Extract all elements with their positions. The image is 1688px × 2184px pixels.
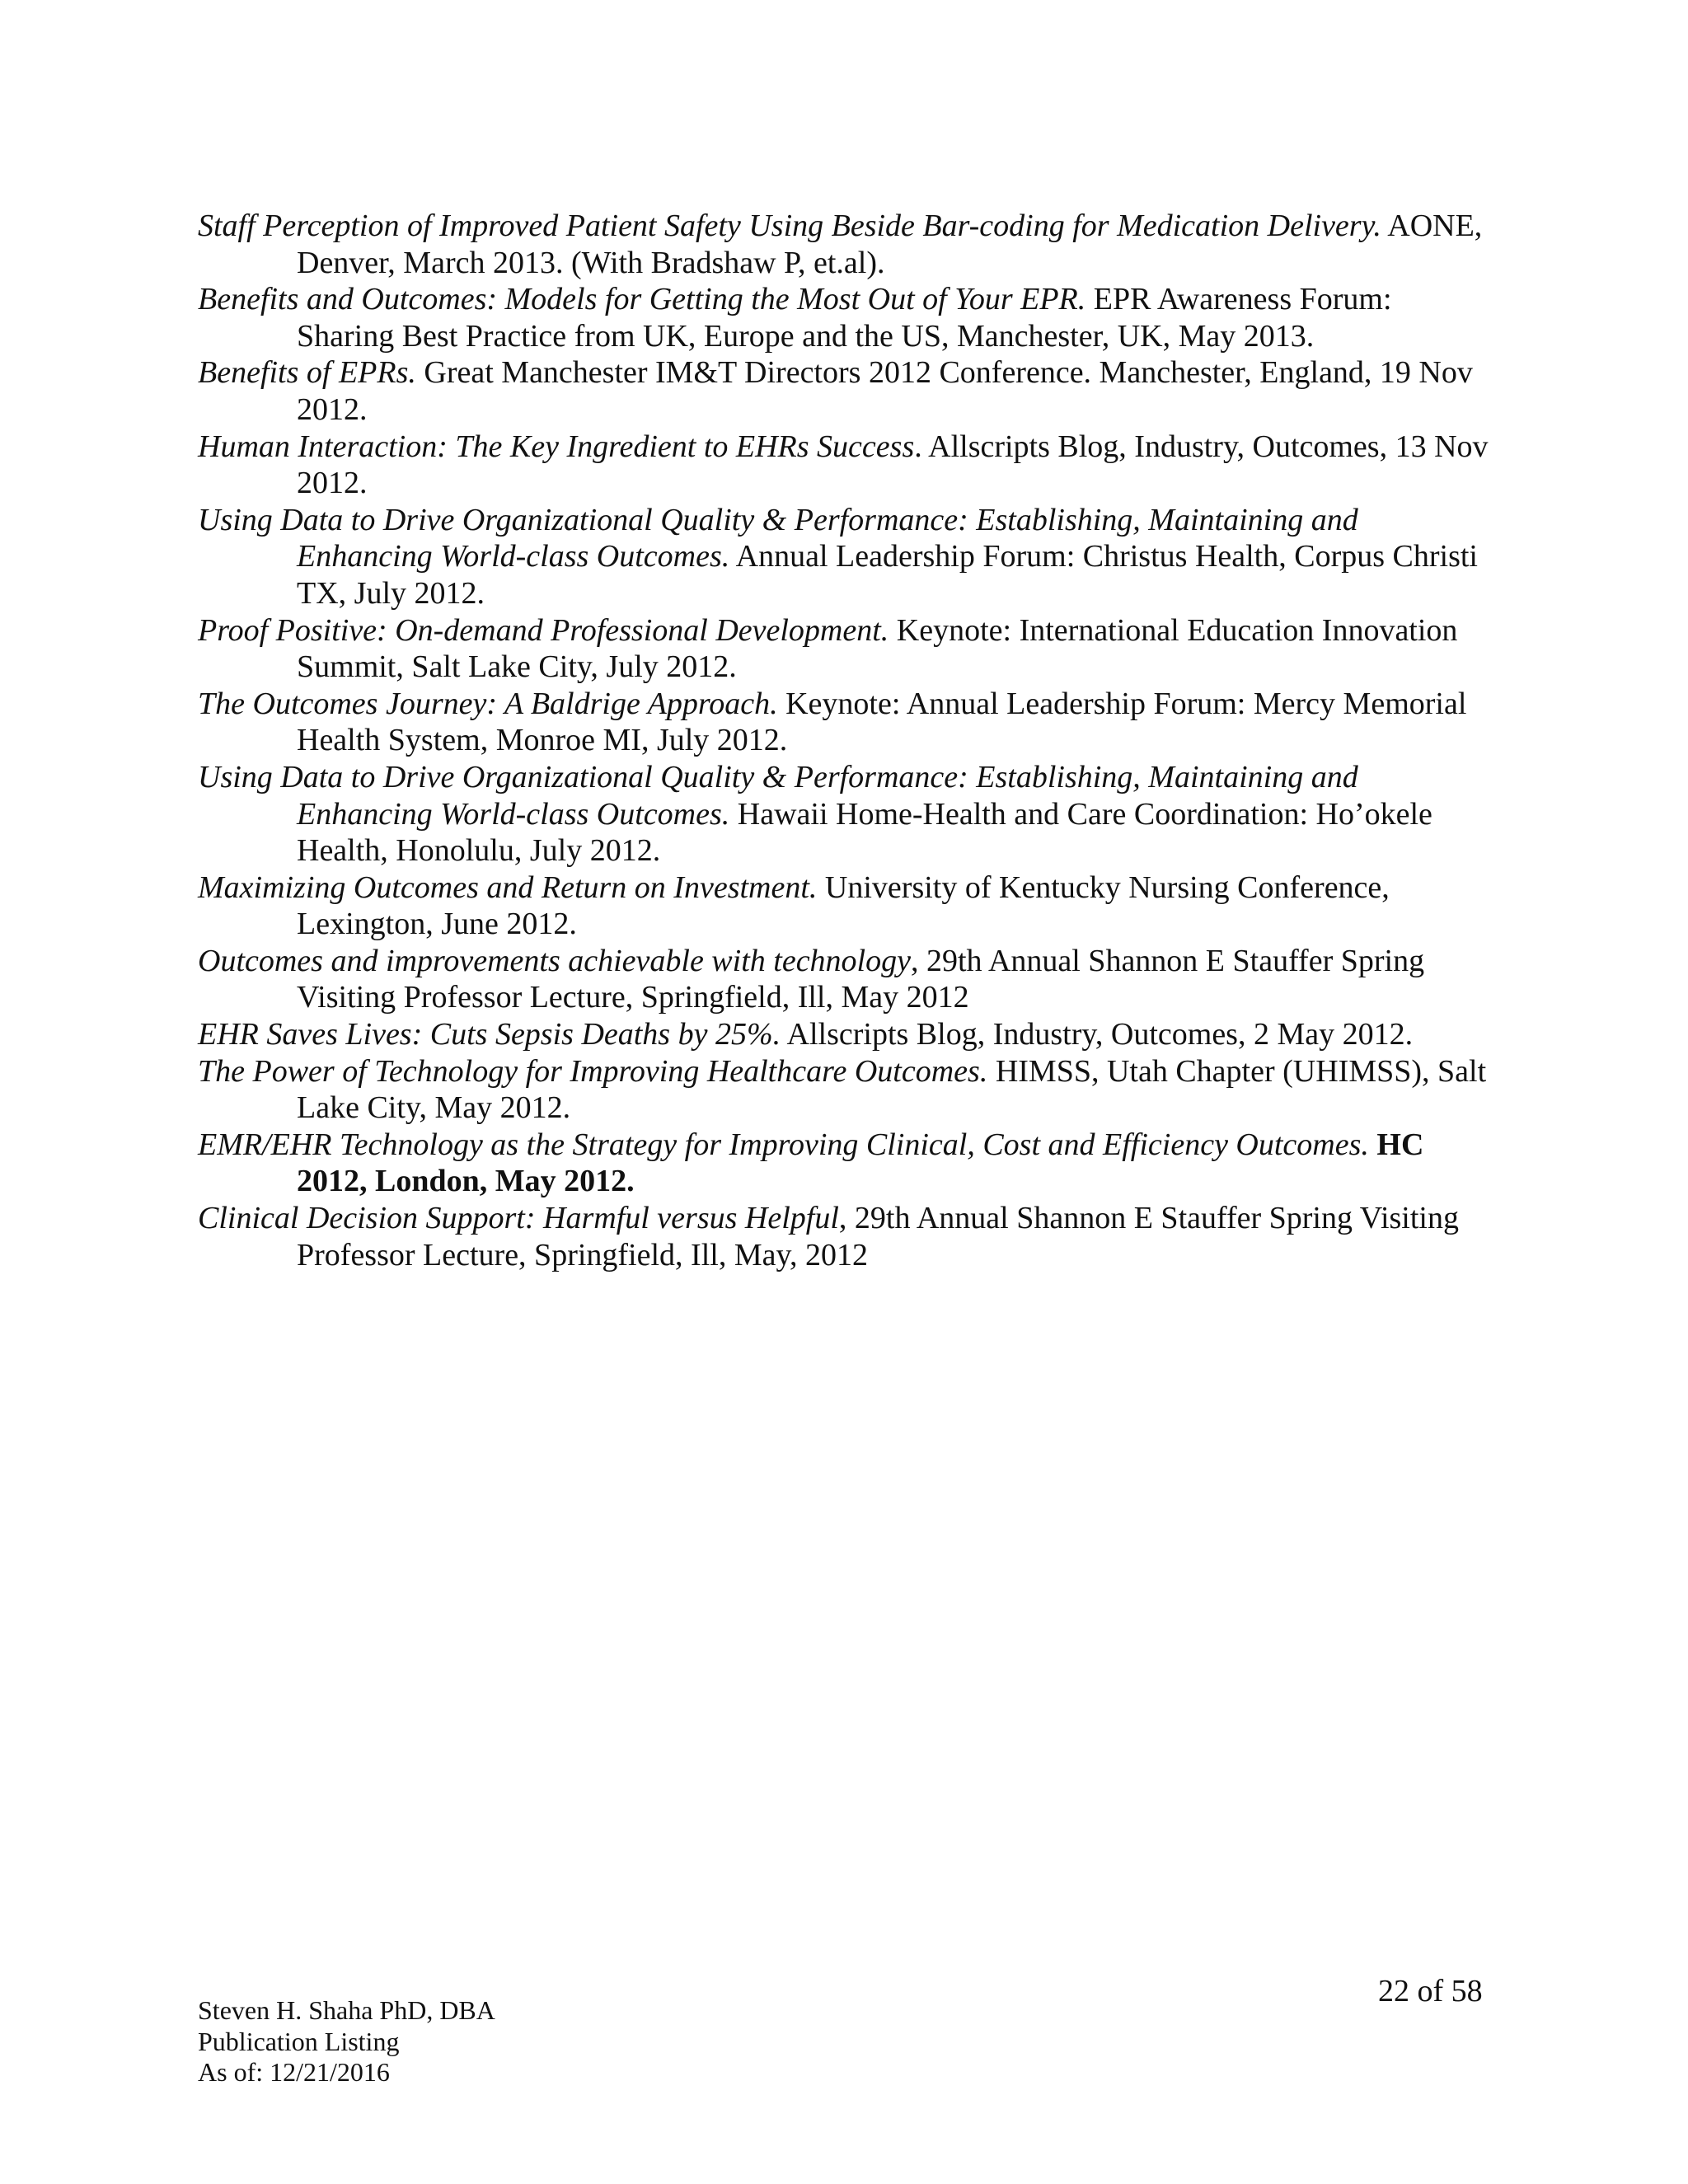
entry-venue: HC 2012, London, May 2012. (297, 1127, 1424, 1199)
publication-entry (198, 686, 1492, 759)
entry-venue: , 29th Annual Shannon E Stauffer Spring Visiting Professor Lecture, Springfield, Ill, May, 2012 (297, 1201, 1459, 1272)
entry-title: Using Data to Drive Organizational Quality & Performance: Establishing, Maintaining and Enhancing World-class Outcomes. (198, 759, 1358, 832)
entry-title: EMR/EHR Technology as the Strategy for Improving Clinical, Cost and Efficiency Outcomes. (198, 1127, 1369, 1162)
entry-title: Proof Positive: On-demand Professional Development. (198, 612, 889, 648)
footer-document-title: Publication Listing (198, 2026, 400, 2056)
publication-entry (198, 1200, 1492, 1273)
publication-entry (198, 281, 1492, 354)
entry-venue: . Allscripts Blog, Industry, Outcomes, 13 Nov 2012. (297, 429, 1489, 501)
entry-venue: EPR Awareness Forum: Sharing Best Practice from UK, Europe and the US, Manchester, UK, May 2013. (297, 282, 1392, 354)
publication-entry (198, 502, 1492, 612)
publication-entry (198, 1127, 1492, 1200)
entry-title: Staff Perception of Improved Patient Safety Using Beside Bar-coding for Medication Delivery. (198, 209, 1381, 243)
entry-title: Human Interaction: The Key Ingredient to EHRs Success (198, 429, 915, 464)
footer-date: As of: 12/21/2016 (198, 2057, 390, 2087)
publication-entry (198, 354, 1492, 428)
page-footer (198, 1995, 495, 2088)
entry-venue: Allscripts Blog, Industry, Outcomes, 2 May 2012. (786, 1017, 1414, 1052)
entry-venue: Great Manchester IM&T Directors 2012 Conference. Manchester, England, 19 Nov 2012. (297, 355, 1473, 427)
entry-venue: Keynote: Annual Leadership Forum: Mercy Memorial Health System, Monroe MI, July 2012. (297, 686, 1467, 758)
publication-entry (198, 943, 1492, 1016)
publication-entry (198, 869, 1492, 943)
entry-title: EHR Saves Lives: Cuts Sepsis Deaths by 25%. (198, 1017, 781, 1052)
publication-entry (198, 1053, 1492, 1127)
publication-entry (198, 1016, 1492, 1053)
entry-title: Benefits of EPRs. (198, 355, 416, 391)
page-number: 22 of 58 (1378, 1974, 1483, 2008)
entry-title: Using Data to Drive Organizational Quality & Performance: Establishing, Maintaining and Enhancing World-class Outcomes. (198, 502, 1358, 574)
entry-venue: AONE, Denver, March 2013. (With Bradshaw P, et.al). (297, 209, 1483, 280)
entry-venue: , 29th Annual Shannon E Stauffer Spring Visiting Professor Lecture, Springfield, Ill, May 2012 (297, 943, 1425, 1015)
publication-list (198, 208, 1492, 1273)
entry-title: The Power of Technology for Improving Healthcare Outcomes. (198, 1053, 988, 1089)
entry-title: The Outcomes Journey: A Baldrige Approach. (198, 686, 778, 721)
entry-title: Outcomes and improvements achievable with technology (198, 943, 911, 978)
entry-venue: Keynote: International Education Innovation Summit, Salt Lake City, July 2012. (297, 612, 1458, 685)
entry-venue: Annual Leadership Forum: Christus Health, Corpus Christi TX, July 2012. (297, 539, 1478, 611)
entry-venue: Hawaii Home-Health and Care Coordination: Ho’okele Health, Honolulu, July 2012. (297, 796, 1432, 869)
entry-venue: University of Kentucky Nursing Conference, Lexington, June 2012. (297, 869, 1390, 942)
entry-venue: HIMSS, Utah Chapter (UHIMSS), Salt Lake City, May 2012. (297, 1053, 1487, 1126)
publication-entry (198, 759, 1492, 869)
publication-entry (198, 208, 1492, 281)
publication-entry (198, 612, 1492, 686)
publication-entry (198, 429, 1492, 502)
entry-title: Clinical Decision Support: Harmful versus Helpful (198, 1201, 839, 1236)
entry-title: Benefits and Outcomes: Models for Getting the Most Out of Your EPR. (198, 282, 1086, 317)
entry-title: Maximizing Outcomes and Return on Investment. (198, 869, 818, 905)
footer-author: Steven H. Shaha PhD, DBA (198, 1995, 495, 2025)
